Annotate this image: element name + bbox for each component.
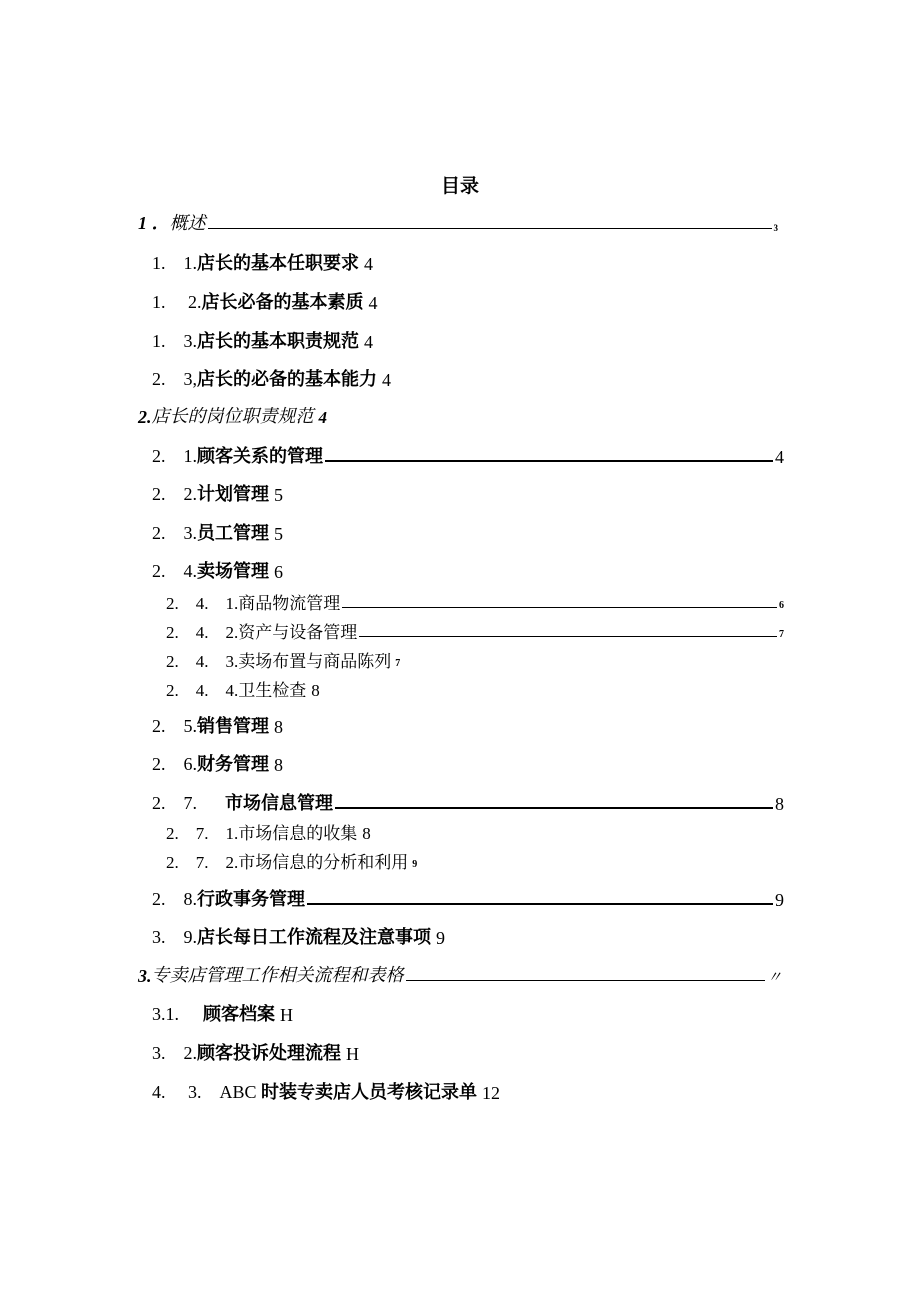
toc-entry-page: H (280, 1005, 293, 1025)
toc-entry-2-1[interactable] (152, 438, 784, 468)
toc-entry-number: 2. 2. (152, 484, 197, 504)
toc-entry-number: 1. 2. (152, 292, 202, 312)
toc-entry-label: 顾客投诉处理流程 (197, 1043, 341, 1064)
toc-entry-page: 4 (364, 254, 373, 274)
toc-entry-number: 3. 9. (152, 927, 197, 947)
toc-leader-line (406, 980, 765, 981)
toc-entry-page: 7 (779, 629, 784, 640)
toc-entry-page: 12 (482, 1083, 501, 1103)
toc-entry-page: 8 (274, 755, 283, 775)
toc-entry-2[interactable] (138, 398, 327, 428)
toc-entry-page: 9 (436, 928, 445, 948)
toc-entry-page: 8 (311, 681, 320, 700)
toc-entry-2-8[interactable] (152, 881, 784, 911)
toc-entry-label: 店长的岗位职责规范 (151, 406, 314, 427)
toc-entry-1-3[interactable] (152, 323, 373, 353)
toc-entry-label: 卖场布置与商品陈列 (238, 652, 392, 672)
toc-entry-label: 销售管理 (197, 716, 269, 737)
toc-entry-2-5[interactable] (152, 708, 283, 738)
toc-entry-number: 2. 4. 3. (166, 652, 239, 671)
toc-entry-number: 4. 3. ABC (152, 1082, 262, 1102)
toc-entry-label: 店长必备的基本素质 (201, 292, 364, 313)
toc-leader-line (325, 460, 773, 462)
toc-entry-4-3[interactable] (152, 1074, 500, 1104)
toc-entry-number: 2. 4. (152, 561, 197, 581)
toc-entry-3[interactable] (138, 957, 782, 987)
toc-entry-label: 概述 (169, 213, 206, 234)
toc-entry-page: 5 (274, 485, 283, 505)
toc-entry-number: 2. 4. 1. (166, 594, 239, 613)
toc-entry-3-9[interactable] (152, 919, 445, 949)
toc-entry-page: 9 (775, 890, 784, 910)
toc-entry-number: 3. 2. (152, 1043, 197, 1063)
toc-entry-number: 2. 6. (152, 754, 197, 774)
toc-entry-page: 8 (775, 794, 784, 814)
toc-entry-page: 5 (274, 524, 283, 544)
toc-entry-label: 专卖店管理工作相关流程和表格 (151, 965, 404, 986)
toc-entry-label: 财务管理 (197, 754, 269, 775)
toc-entry-2-3a[interactable] (152, 361, 391, 391)
toc-entry-label: 商品物流管理 (238, 594, 341, 614)
toc-entry-number: 3. (138, 966, 152, 986)
toc-entry-page: 4 (318, 408, 327, 427)
toc-leader-line (208, 228, 772, 229)
toc-entry-page: 9 (412, 859, 418, 870)
toc-entry-page: H (346, 1044, 359, 1064)
toc-entry-number: 2. 3. (152, 523, 197, 543)
toc-entry-label: 顾客关系的管理 (197, 446, 323, 467)
toc-entry-2-7-2[interactable] (166, 843, 417, 873)
toc-entry-label: 顾客档案 (203, 1004, 275, 1025)
toc-entry-3-1[interactable] (152, 996, 293, 1026)
toc-leader-line (307, 903, 773, 905)
toc-entry-page: 4 (382, 370, 391, 390)
toc-entry-label: 时装专卖店人员考核记录单 (261, 1082, 478, 1103)
toc-entry-page: 〃 (766, 970, 782, 986)
toc-leader-line (359, 636, 777, 637)
toc-entry-page: 3 (773, 223, 778, 233)
toc-entry-2-4-4[interactable] (166, 671, 320, 701)
toc-entry-2-4-3[interactable] (166, 642, 400, 672)
toc-entry-1[interactable] (138, 205, 778, 235)
toc-entry-2-4[interactable] (152, 553, 283, 583)
toc-entry-number: 2. 3, (152, 369, 197, 389)
toc-entry-number: 2. 7. (152, 793, 215, 813)
toc-entry-number: 1. 1. (152, 253, 197, 273)
toc-entry-page: 8 (274, 717, 283, 737)
toc-entry-number: 2. 1. (152, 446, 197, 466)
toc-entry-number: 3.1. (152, 1004, 197, 1024)
toc-entry-1-1[interactable] (152, 245, 373, 275)
toc-entry-label: 店长每日工作流程及注意事项 (197, 927, 431, 948)
toc-entry-label: 市场信息的分析和利用 (238, 853, 409, 873)
toc-entry-number: 2. 8. (152, 889, 197, 909)
toc-entry-label: 计划管理 (197, 484, 269, 505)
toc-entry-2-2[interactable] (152, 476, 283, 506)
toc-entry-2-7[interactable] (152, 785, 784, 815)
toc-entry-label: 卫生检查 (238, 681, 307, 701)
toc-leader-line (342, 607, 777, 608)
toc-entry-number: 2. (138, 407, 152, 427)
toc-entry-number: 2. 7. 2. (166, 853, 239, 872)
toc-entry-number: 2. 7. 1. (166, 824, 239, 843)
toc-leader-line (335, 807, 773, 809)
toc-entry-number: 2. 4. 4. (166, 681, 239, 700)
toc-entry-label: 市场信息的收集 (238, 824, 358, 844)
toc-entry-label: 店长的基本职责规范 (197, 331, 359, 352)
toc-entry-3-2[interactable] (152, 1035, 359, 1065)
toc-entry-label: 店长的基本任职要求 (197, 253, 359, 274)
toc-entry-label: 市场信息管理 (225, 793, 333, 814)
toc-entry-label: 员工管理 (197, 523, 269, 544)
toc-entry-page: 6 (274, 562, 283, 582)
toc-entry-2-4-1[interactable] (166, 584, 784, 614)
toc-entry-2-3[interactable] (152, 515, 283, 545)
toc-entry-number: 2. 5. (152, 716, 197, 736)
toc-entry-number: 1. 3. (152, 331, 197, 351)
toc-entry-page: 8 (362, 824, 371, 843)
toc-entry-2-6[interactable] (152, 746, 283, 776)
toc-entry-page: 4 (368, 293, 378, 313)
toc-entry-page: 4 (364, 332, 373, 352)
toc-entry-number: 1 ． (138, 213, 170, 233)
toc-entry-1-2[interactable] (152, 284, 378, 314)
toc-entry-page: 4 (775, 447, 784, 467)
toc-entry-page: 7 (395, 658, 401, 669)
toc-entry-label: 卖场管理 (197, 561, 269, 582)
toc-title: 目录 (440, 175, 479, 197)
toc-entry-label: 资产与设备管理 (238, 623, 358, 643)
toc-entry-2-7-1[interactable] (166, 814, 371, 844)
toc-entry-number: 2. 4. 2. (166, 623, 239, 642)
toc-entry-label: 行政事务管理 (197, 889, 305, 910)
toc-entry-page: 6 (779, 600, 784, 611)
toc-entry-label: 店长的必备的基本能力 (197, 369, 377, 390)
toc-entry-2-4-2[interactable] (166, 613, 784, 643)
